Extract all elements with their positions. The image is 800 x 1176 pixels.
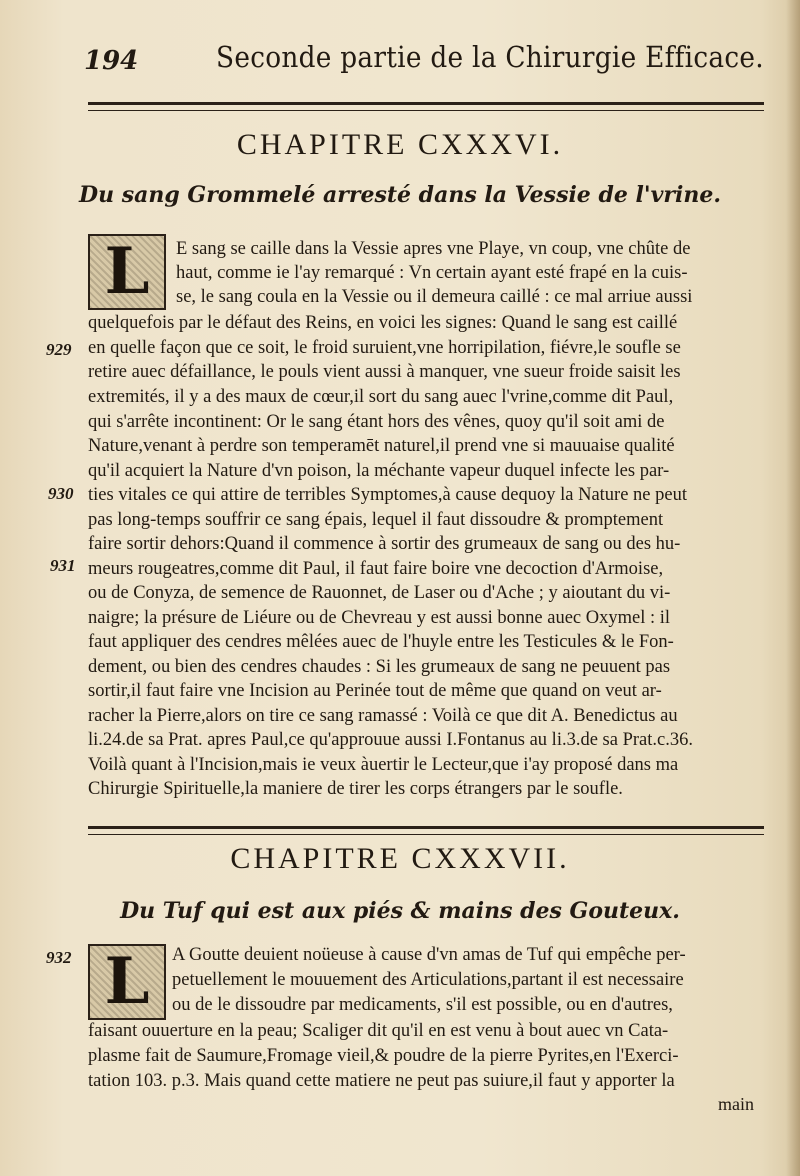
- text-line: Voilà quant à l'Incision,mais ie veux àuertir le Lecteur,que i'ay proposé dans ma: [88, 755, 679, 775]
- page-header: [84, 38, 764, 82]
- text-line: ou de Conyza, de semence de Rauonnet, de Laser ou d'Ache ; y aioutant du vi-: [88, 583, 671, 603]
- text-line: A Goutte deuient noüeuse à cause d'vn amas de Tuf qui empêche per-: [172, 945, 686, 965]
- text-line: quelquefois par le défaut des Reins, en voici les signes: Quand le sang est caillé: [88, 313, 678, 333]
- text-line: E sang se caille dans la Vessie apres vne Playe, vn coup, vne chûte de: [176, 239, 691, 259]
- catchword: main: [718, 1094, 754, 1114]
- chapter-subtitle: Du Tuf qui est aux piés & mains des Gouteux.: [120, 898, 680, 924]
- margin-number: 929: [46, 340, 72, 359]
- text-line: se, le sang coula en la Vessie ou il demeura caillé : ce mal arriue aussi: [176, 287, 693, 307]
- text-line: ou de le dissoudre par medicaments, s'il est possible, ou en d'autres,: [172, 995, 673, 1015]
- text-line: racher la Pierre,alors on tire ce sang ramassé : Voilà ce que dit A. Benedictus au: [88, 706, 678, 726]
- text-line: Chirurgie Spirituelle,la maniere de tirer les corps étrangers par le soufle.: [88, 779, 623, 799]
- page-number: 194: [84, 46, 139, 76]
- running-head: Seconde partie de la Chirurgie Efficace.: [216, 40, 764, 74]
- text-line: naigre; la présure de Liéure ou de Chevreau y est aussi bonne auec Oxymel : il: [88, 608, 671, 628]
- chapter-subtitle: Du sang Grommelé arresté dans la Vessie de l'vrine.: [79, 182, 721, 208]
- text-line: qui s'arrête incontinent: Or le sang étant hors des vênes, quoy qu'il soit ami de: [88, 412, 665, 432]
- margin-number: 932: [46, 948, 72, 967]
- text-line: li.24.de sa Prat. apres Paul,ce qu'approuue aussi I.Fontanus au li.3.de sa Prat.c.36.: [88, 730, 693, 750]
- margin-number: 931: [50, 556, 76, 575]
- text-line: en quelle façon que ce soit, le froid suruient,vne horripilation, fiévre,le soufle se: [88, 338, 681, 358]
- text-line: faut appliquer des cendres mêlées auec de l'huyle entre les Testicules & le Fon-: [88, 632, 674, 652]
- text-line: haut, comme ie l'ay remarqué : Vn certain ayant esté frapé en la cuis-: [176, 263, 688, 283]
- text-line: ties vitales ce qui attire de terribles Symptomes,à cause dequoy la Nature ne peut: [88, 485, 687, 505]
- ornamental-rule-top: [88, 102, 764, 111]
- text-line: petuellement le mouuement des Articulations,partant il est necessaire: [172, 970, 684, 990]
- text-line: faisant ouuerture en la peau; Scaliger dit qu'il en est venu à bout auec vn Cata-: [88, 1021, 669, 1041]
- text-line: qu'il acquiert la Nature d'vn poison, la méchante vapeur duquel infecte les par-: [88, 461, 670, 481]
- decorated-initial: L: [88, 944, 166, 1020]
- text-line: pas long-temps souffrir ce sang épais, lequel il faut dissoudre & promptement: [88, 510, 664, 530]
- text-line: meurs rougeatres,comme dit Paul, il faut faire boire vne decoction d'Armoise,: [88, 559, 664, 579]
- ornamental-rule-middle: [88, 826, 764, 835]
- decorated-initial: L: [88, 234, 166, 310]
- text-line: faire sortir dehors:Quand il commence à sortir des grumeaux de sang ou des hu-: [88, 534, 681, 554]
- text-line: tation 103. p.3. Mais quand cette matiere ne peut pas suiure,il faut y apporter la: [88, 1071, 675, 1091]
- text-line: extremités, il y a des maux de cœur,il sort du sang auec l'vrine,comme dit Paul,: [88, 387, 674, 407]
- margin-number: 930: [48, 484, 74, 503]
- text-line: plasme fait de Saumure,Fromage vieil,& poudre de la pierre Pyrites,en l'Exerci-: [88, 1046, 679, 1066]
- text-line: Nature,venant à perdre son temperamēt naturel,il prend vne si mauuaise qualité: [88, 436, 675, 456]
- text-line: retire auec défaillance, le pouls vient aussi à manquer, vne sueur froide saisit les: [88, 362, 681, 382]
- chapter-title: CHAPITRE CXXXVI.: [236, 128, 564, 161]
- page-edge-shadow: [786, 0, 800, 1176]
- text-line: dement, ou bien des cendres chaudes : Si les grumeaux de sang ne peuuent pas: [88, 657, 671, 677]
- chapter-title: CHAPITRE CXXXVII.: [230, 842, 570, 875]
- text-line: sortir,il faut faire vne Incision au Perinée tout de même que quand on veut ar-: [88, 681, 662, 701]
